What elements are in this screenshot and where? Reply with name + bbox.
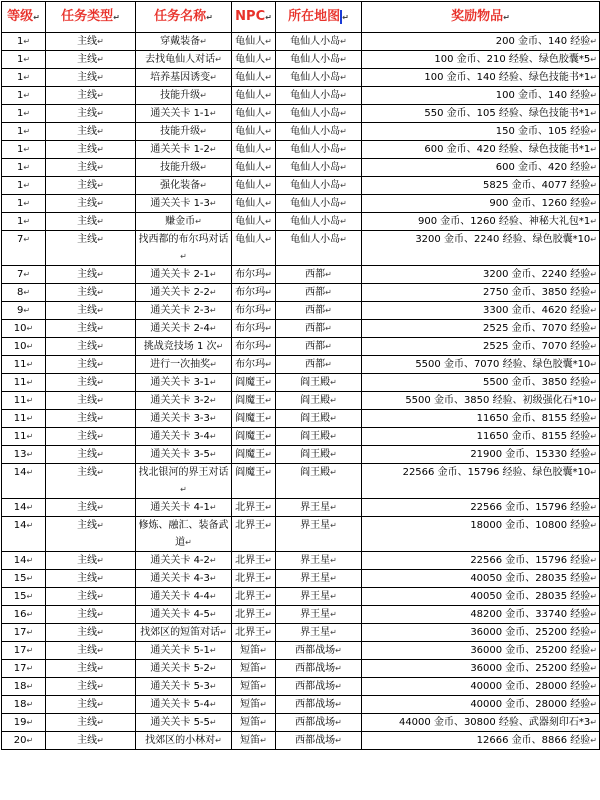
type-cell[interactable]: 主线↵ (46, 195, 136, 213)
npc-cell[interactable]: 龟仙人↵ (232, 159, 276, 177)
table-row (2, 195, 600, 213)
level-cell[interactable]: 1↵ (2, 51, 46, 69)
reward-cell[interactable]: 36000 金币、25200 经验↵ (362, 642, 600, 660)
map-cell[interactable]: 界王星↵ (276, 552, 362, 570)
level-cell[interactable]: 14↵ (2, 464, 46, 499)
map-cell[interactable]: 界王星↵ (276, 499, 362, 517)
npc-cell[interactable]: 布尔玛↵ (232, 356, 276, 374)
reward-cell[interactable]: 44000 金币、30800 经验、武器刻印石*3↵ (362, 714, 600, 732)
npc-cell[interactable]: 龟仙人↵ (232, 51, 276, 69)
quest-name-cell[interactable]: 通关关卡 5-4↵ (136, 696, 232, 714)
level-cell[interactable]: 1↵ (2, 195, 46, 213)
npc-cell[interactable]: 龟仙人↵ (232, 195, 276, 213)
table-row (2, 159, 600, 177)
type-cell[interactable]: 主线↵ (46, 606, 136, 624)
level-cell[interactable]: 1↵ (2, 213, 46, 231)
map-cell[interactable]: 界王星↵ (276, 588, 362, 606)
quest-name-cell[interactable]: 技能升级↵ (136, 159, 232, 177)
type-cell[interactable]: 主线↵ (46, 464, 136, 499)
npc-cell[interactable]: 龟仙人↵ (232, 105, 276, 123)
npc-cell[interactable]: 阎魔王↵ (232, 392, 276, 410)
reward-cell[interactable]: 600 金币、420 经验、绿色技能书*1↵ (362, 141, 600, 159)
table-row (2, 642, 600, 660)
reward-cell[interactable]: 5500 金币、3850 经验↵ (362, 374, 600, 392)
header-name[interactable]: 任务名称↵ (136, 2, 232, 33)
map-cell[interactable]: 西都战场↵ (276, 678, 362, 696)
type-cell[interactable]: 主线↵ (46, 123, 136, 141)
type-cell[interactable]: 主线↵ (46, 392, 136, 410)
quest-name-cell[interactable]: 进行一次抽奖↵ (136, 356, 232, 374)
table-row (2, 696, 600, 714)
level-cell[interactable]: 1↵ (2, 87, 46, 105)
npc-cell[interactable]: 北界王↵ (232, 552, 276, 570)
type-cell[interactable]: 主线↵ (46, 356, 136, 374)
reward-cell[interactable]: 600 金币、420 经验↵ (362, 159, 600, 177)
table-row (2, 606, 600, 624)
reward-cell[interactable]: 36000 金币、25200 经验↵ (362, 660, 600, 678)
type-cell[interactable]: 主线↵ (46, 624, 136, 642)
type-cell[interactable]: 主线↵ (46, 177, 136, 195)
npc-cell[interactable]: 龟仙人↵ (232, 213, 276, 231)
type-cell[interactable]: 主线↵ (46, 570, 136, 588)
table-row (2, 660, 600, 678)
table-row (2, 374, 600, 392)
map-cell[interactable]: 阎王殿↵ (276, 374, 362, 392)
table-body (2, 33, 600, 750)
map-cell[interactable]: 西都↵ (276, 266, 362, 284)
npc-cell[interactable]: 短笛↵ (232, 696, 276, 714)
quest-name-cell[interactable]: 通关关卡 4-5↵ (136, 606, 232, 624)
table-row (2, 714, 600, 732)
level-cell[interactable]: 20↵ (2, 732, 46, 750)
level-cell[interactable]: 16↵ (2, 606, 46, 624)
npc-cell[interactable]: 北界王↵ (232, 606, 276, 624)
table-row (2, 588, 600, 606)
npc-cell[interactable]: 阎魔王↵ (232, 446, 276, 464)
level-cell[interactable]: 19↵ (2, 714, 46, 732)
quest-name-cell[interactable]: 通关关卡 3-1↵ (136, 374, 232, 392)
level-cell[interactable]: 17↵ (2, 624, 46, 642)
type-cell[interactable]: 主线↵ (46, 410, 136, 428)
quest-name-cell[interactable]: 通关关卡 3-5↵ (136, 446, 232, 464)
quest-name-cell[interactable]: 通关关卡 2-3↵ (136, 302, 232, 320)
reward-cell[interactable]: 2525 金币、7070 经验↵ (362, 338, 600, 356)
npc-cell[interactable]: 北界王↵ (232, 499, 276, 517)
map-cell[interactable]: 阎王殿↵ (276, 410, 362, 428)
map-cell[interactable]: 界王星↵ (276, 624, 362, 642)
map-cell[interactable]: 界王星↵ (276, 517, 362, 552)
quest-name-cell[interactable]: 修炼、融汇、装备武道↵ (136, 517, 232, 552)
level-cell[interactable]: 1↵ (2, 177, 46, 195)
map-cell[interactable]: 龟仙人小岛↵ (276, 195, 362, 213)
type-cell[interactable]: 主线↵ (46, 105, 136, 123)
reward-cell[interactable]: 3300 金币、4620 经验↵ (362, 302, 600, 320)
type-cell[interactable]: 主线↵ (46, 517, 136, 552)
type-cell[interactable]: 主线↵ (46, 588, 136, 606)
npc-cell[interactable]: 龟仙人↵ (232, 87, 276, 105)
reward-cell[interactable]: 22566 金币、15796 经验↵ (362, 552, 600, 570)
quest-name-cell[interactable]: 通关关卡 5-3↵ (136, 678, 232, 696)
level-cell[interactable]: 1↵ (2, 141, 46, 159)
table-row (2, 678, 600, 696)
map-cell[interactable]: 界王星↵ (276, 570, 362, 588)
level-cell[interactable]: 13↵ (2, 446, 46, 464)
quest-name-cell[interactable]: 通关关卡 1-2↵ (136, 141, 232, 159)
table-row (2, 320, 600, 338)
table-row (2, 464, 600, 499)
table-row (2, 356, 600, 374)
type-cell[interactable]: 主线↵ (46, 732, 136, 750)
npc-cell[interactable]: 龟仙人↵ (232, 177, 276, 195)
npc-cell[interactable]: 布尔玛↵ (232, 284, 276, 302)
map-cell[interactable]: 龟仙人小岛↵ (276, 141, 362, 159)
table-row (2, 51, 600, 69)
level-cell[interactable]: 11↵ (2, 410, 46, 428)
type-cell[interactable]: 主线↵ (46, 266, 136, 284)
type-cell[interactable]: 主线↵ (46, 552, 136, 570)
level-cell[interactable]: 10↵ (2, 320, 46, 338)
npc-cell[interactable]: 阎魔王↵ (232, 464, 276, 499)
quest-name-cell[interactable]: 通关关卡 1-1↵ (136, 105, 232, 123)
map-cell[interactable]: 龟仙人小岛↵ (276, 51, 362, 69)
map-cell[interactable]: 龟仙人小岛↵ (276, 69, 362, 87)
map-cell[interactable]: 西都↵ (276, 320, 362, 338)
table-row (2, 123, 600, 141)
table-row (2, 517, 600, 552)
header-level[interactable]: 等级↵ (2, 2, 46, 33)
npc-cell[interactable]: 龟仙人↵ (232, 231, 276, 266)
map-cell[interactable]: 龟仙人小岛↵ (276, 213, 362, 231)
quest-name-cell[interactable]: 通关关卡 5-1↵ (136, 642, 232, 660)
reward-cell[interactable]: 11650 金币、8155 经验↵ (362, 428, 600, 446)
npc-cell[interactable]: 布尔玛↵ (232, 320, 276, 338)
level-cell[interactable]: 17↵ (2, 642, 46, 660)
level-cell[interactable]: 15↵ (2, 570, 46, 588)
npc-cell[interactable]: 龟仙人↵ (232, 123, 276, 141)
reward-cell[interactable]: 3200 金币、2240 经验、绿色胶囊*10↵ (362, 231, 600, 266)
table-row (2, 33, 600, 51)
level-cell[interactable]: 7↵ (2, 266, 46, 284)
reward-cell[interactable]: 40000 金币、28000 经验↵ (362, 678, 600, 696)
reward-cell[interactable]: 5500 金币、7070 经验、绿色胶囊*10↵ (362, 356, 600, 374)
quest-name-cell[interactable]: 找西都的布尔玛对话↵ (136, 231, 232, 266)
table-row (2, 570, 600, 588)
reward-cell[interactable]: 22566 金币、15796 经验↵ (362, 499, 600, 517)
type-cell[interactable]: 主线↵ (46, 642, 136, 660)
quest-name-cell[interactable]: 找郊区的小林对↵ (136, 732, 232, 750)
reward-cell[interactable]: 200 金币、140 经验↵ (362, 33, 600, 51)
npc-cell[interactable]: 短笛↵ (232, 642, 276, 660)
map-cell[interactable]: 西都↵ (276, 284, 362, 302)
level-cell[interactable]: 7↵ (2, 231, 46, 266)
npc-cell[interactable]: 短笛↵ (232, 714, 276, 732)
type-cell[interactable]: 主线↵ (46, 428, 136, 446)
map-cell[interactable]: 阎王殿↵ (276, 464, 362, 499)
reward-cell[interactable]: 2525 金币、7070 经验↵ (362, 320, 600, 338)
quest-name-cell[interactable]: 通关关卡 3-4↵ (136, 428, 232, 446)
npc-cell[interactable]: 布尔玛↵ (232, 266, 276, 284)
level-cell[interactable]: 1↵ (2, 159, 46, 177)
quest-name-cell[interactable]: 培养基因诱变↵ (136, 69, 232, 87)
type-cell[interactable]: 主线↵ (46, 87, 136, 105)
map-cell[interactable]: 西都战场↵ (276, 732, 362, 750)
table-row (2, 177, 600, 195)
quest-name-cell[interactable]: 技能升级↵ (136, 123, 232, 141)
reward-cell[interactable]: 12666 金币、8866 经验↵ (362, 732, 600, 750)
quest-name-cell[interactable]: 通关关卡 3-2↵ (136, 392, 232, 410)
reward-cell[interactable]: 550 金币、105 经验、绿色技能书*1↵ (362, 105, 600, 123)
map-cell[interactable]: 西都↵ (276, 356, 362, 374)
header-reward[interactable]: 奖励物品↵ (362, 2, 600, 33)
map-cell[interactable]: 阎王殿↵ (276, 392, 362, 410)
table-row (2, 284, 600, 302)
reward-cell[interactable]: 40050 金币、28035 经验↵ (362, 588, 600, 606)
table-row (2, 141, 600, 159)
quest-name-cell[interactable]: 通关关卡 3-3↵ (136, 410, 232, 428)
type-cell[interactable]: 主线↵ (46, 696, 136, 714)
map-cell[interactable]: 西都↵ (276, 302, 362, 320)
reward-cell[interactable]: 100 金币、210 经验、绿色胶囊*5↵ (362, 51, 600, 69)
quest-name-cell[interactable]: 找郊区的短笛对话↵ (136, 624, 232, 642)
type-cell[interactable]: 主线↵ (46, 51, 136, 69)
reward-cell[interactable]: 48200 金币、33740 经验↵ (362, 606, 600, 624)
quest-name-cell[interactable]: 穿戴装备↵ (136, 33, 232, 51)
table-row (2, 499, 600, 517)
level-cell[interactable]: 11↵ (2, 428, 46, 446)
type-cell[interactable]: 主线↵ (46, 33, 136, 51)
reward-cell[interactable]: 100 金币、140 经验↵ (362, 87, 600, 105)
quest-name-cell[interactable]: 通关关卡 4-3↵ (136, 570, 232, 588)
table-row (2, 87, 600, 105)
reward-cell[interactable]: 2750 金币、3850 经验↵ (362, 284, 600, 302)
map-cell[interactable]: 界王星↵ (276, 606, 362, 624)
level-cell[interactable]: 11↵ (2, 374, 46, 392)
level-cell[interactable]: 1↵ (2, 69, 46, 87)
level-cell[interactable]: 10↵ (2, 338, 46, 356)
npc-cell[interactable]: 北界王↵ (232, 588, 276, 606)
level-cell[interactable]: 18↵ (2, 678, 46, 696)
map-cell[interactable]: 龟仙人小岛↵ (276, 33, 362, 51)
quest-name-cell[interactable]: 去找龟仙人对话↵ (136, 51, 232, 69)
type-cell[interactable]: 主线↵ (46, 320, 136, 338)
reward-cell[interactable]: 40050 金币、28035 经验↵ (362, 570, 600, 588)
level-cell[interactable]: 8↵ (2, 284, 46, 302)
npc-cell[interactable]: 短笛↵ (232, 732, 276, 750)
level-cell[interactable]: 11↵ (2, 356, 46, 374)
npc-cell[interactable]: 北界王↵ (232, 570, 276, 588)
quest-name-cell[interactable]: 挑战竞技场 1 次↵ (136, 338, 232, 356)
map-cell[interactable]: 龟仙人小岛↵ (276, 231, 362, 266)
type-cell[interactable]: 主线↵ (46, 338, 136, 356)
level-cell[interactable]: 1↵ (2, 123, 46, 141)
npc-cell[interactable]: 短笛↵ (232, 678, 276, 696)
type-cell[interactable]: 主线↵ (46, 678, 136, 696)
reward-cell[interactable]: 900 金币、1260 经验↵ (362, 195, 600, 213)
table-row (2, 410, 600, 428)
quest-name-cell[interactable]: 通关关卡 4-1↵ (136, 499, 232, 517)
map-cell[interactable]: 龟仙人小岛↵ (276, 177, 362, 195)
table-row (2, 69, 600, 87)
quest-name-cell[interactable]: 赚金币↵ (136, 213, 232, 231)
level-cell[interactable]: 15↵ (2, 588, 46, 606)
quest-name-cell[interactable]: 找北银河的界王对话↵ (136, 464, 232, 499)
type-cell[interactable]: 主线↵ (46, 374, 136, 392)
type-cell[interactable]: 主线↵ (46, 69, 136, 87)
quest-name-cell[interactable]: 通关关卡 4-4↵ (136, 588, 232, 606)
reward-cell[interactable]: 22566 金币、15796 经验、绿色胶囊*10↵ (362, 464, 600, 499)
quest-table (1, 1, 600, 750)
map-cell[interactable]: 西都战场↵ (276, 642, 362, 660)
map-cell[interactable]: 西都↵ (276, 338, 362, 356)
npc-cell[interactable]: 阎魔王↵ (232, 428, 276, 446)
quest-name-cell[interactable]: 技能升级↵ (136, 87, 232, 105)
reward-cell[interactable]: 100 金币、140 经验、绿色技能书*1↵ (362, 69, 600, 87)
quest-name-cell[interactable]: 通关关卡 2-1↵ (136, 266, 232, 284)
type-cell[interactable]: 主线↵ (46, 159, 136, 177)
npc-cell[interactable]: 龟仙人↵ (232, 33, 276, 51)
table-row (2, 231, 600, 266)
table-row (2, 302, 600, 320)
level-cell[interactable]: 11↵ (2, 392, 46, 410)
reward-cell[interactable]: 36000 金币、25200 经验↵ (362, 624, 600, 642)
reward-cell[interactable]: 3200 金币、2240 经验↵ (362, 266, 600, 284)
type-cell[interactable]: 主线↵ (46, 141, 136, 159)
header-map[interactable]: 所在地图 ↵ (276, 2, 362, 33)
npc-cell[interactable]: 布尔玛↵ (232, 302, 276, 320)
quest-name-cell[interactable]: 通关关卡 5-5↵ (136, 714, 232, 732)
table-row (2, 624, 600, 642)
map-cell[interactable]: 阎王殿↵ (276, 446, 362, 464)
level-cell[interactable]: 1↵ (2, 33, 46, 51)
npc-cell[interactable]: 龟仙人↵ (232, 141, 276, 159)
header-npc[interactable]: NPC↵ (232, 2, 276, 33)
npc-cell[interactable]: 北界王↵ (232, 517, 276, 552)
map-cell[interactable]: 西都战场↵ (276, 714, 362, 732)
quest-name-cell[interactable]: 通关关卡 2-2↵ (136, 284, 232, 302)
type-cell[interactable]: 主线↵ (46, 213, 136, 231)
table-row (2, 552, 600, 570)
map-cell[interactable]: 龟仙人小岛↵ (276, 123, 362, 141)
reward-cell[interactable]: 21900 金币、15330 经验↵ (362, 446, 600, 464)
level-cell[interactable]: 14↵ (2, 552, 46, 570)
quest-name-cell[interactable]: 强化装备↵ (136, 177, 232, 195)
reward-cell[interactable]: 40000 金币、28000 经验↵ (362, 696, 600, 714)
map-cell[interactable]: 龟仙人小岛↵ (276, 105, 362, 123)
table-row (2, 266, 600, 284)
reward-cell[interactable]: 11650 金币、8155 经验↵ (362, 410, 600, 428)
reward-cell[interactable]: 18000 金币、10800 经验↵ (362, 517, 600, 552)
reward-cell[interactable]: 5500 金币、3850 经验、初级强化石*10↵ (362, 392, 600, 410)
map-cell[interactable]: 龟仙人小岛↵ (276, 159, 362, 177)
map-cell[interactable]: 西都战场↵ (276, 660, 362, 678)
map-cell[interactable]: 阎王殿↵ (276, 428, 362, 446)
npc-cell[interactable]: 阎魔王↵ (232, 410, 276, 428)
map-cell[interactable]: 龟仙人小岛↵ (276, 87, 362, 105)
reward-cell[interactable]: 150 金币、105 经验↵ (362, 123, 600, 141)
reward-cell[interactable]: 900 金币、1260 经验、神秘大礼包*1↵ (362, 213, 600, 231)
npc-cell[interactable]: 龟仙人↵ (232, 69, 276, 87)
level-cell[interactable]: 18↵ (2, 696, 46, 714)
level-cell[interactable]: 17↵ (2, 660, 46, 678)
level-cell[interactable]: 1↵ (2, 105, 46, 123)
header-type[interactable]: 任务类型↵ (46, 2, 136, 33)
table-row (2, 392, 600, 410)
quest-name-cell[interactable]: 通关关卡 4-2↵ (136, 552, 232, 570)
table-row (2, 732, 600, 750)
npc-cell[interactable]: 阎魔王↵ (232, 374, 276, 392)
header-row (2, 2, 600, 33)
level-cell[interactable]: 9↵ (2, 302, 46, 320)
npc-cell[interactable]: 短笛↵ (232, 660, 276, 678)
map-cell[interactable]: 西都战场↵ (276, 696, 362, 714)
level-cell[interactable]: 14↵ (2, 499, 46, 517)
quest-name-cell[interactable]: 通关关卡 1-3↵ (136, 195, 232, 213)
table-row (2, 428, 600, 446)
level-cell[interactable]: 14↵ (2, 517, 46, 552)
type-cell[interactable]: 主线↵ (46, 499, 136, 517)
table-row (2, 446, 600, 464)
quest-name-cell[interactable]: 通关关卡 2-4↵ (136, 320, 232, 338)
npc-cell[interactable]: 北界王↵ (232, 624, 276, 642)
type-cell[interactable]: 主线↵ (46, 660, 136, 678)
npc-cell[interactable]: 布尔玛↵ (232, 338, 276, 356)
type-cell[interactable]: 主线↵ (46, 302, 136, 320)
table-row (2, 338, 600, 356)
type-cell[interactable]: 主线↵ (46, 446, 136, 464)
quest-name-cell[interactable]: 通关关卡 5-2↵ (136, 660, 232, 678)
type-cell[interactable]: 主线↵ (46, 714, 136, 732)
type-cell[interactable]: 主线↵ (46, 284, 136, 302)
type-cell[interactable]: 主线↵ (46, 231, 136, 266)
table-row (2, 105, 600, 123)
reward-cell[interactable]: 5825 金币、4077 经验↵ (362, 177, 600, 195)
table-row (2, 213, 600, 231)
